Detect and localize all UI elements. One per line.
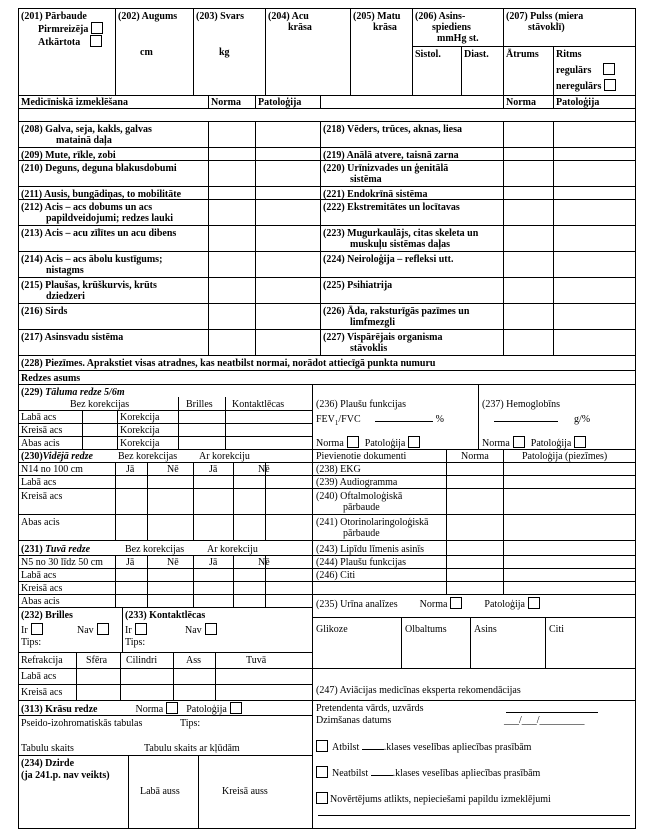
distance-vision-name: Tāluma redze 5/6m — [45, 387, 125, 398]
hemoglobin-title: (237) Hemoglobīns — [482, 399, 561, 410]
color-path-option[interactable] — [186, 704, 242, 715]
hair-color-label: (205) Matu — [353, 11, 401, 22]
pathology-column-header-right: Patoloģija — [556, 97, 600, 108]
exam-item-222: (222) Ekstremitātes un locītavas — [323, 202, 460, 213]
height-label: (202) Augums — [118, 11, 178, 22]
repeat-exam-checkbox[interactable] — [90, 35, 102, 47]
distance-correction-2: Korekcija — [120, 425, 160, 436]
exam-item-223-cont: muskuļu sistēmas daļas — [350, 239, 451, 250]
first-exam-label: Pirmreizēja — [38, 24, 89, 35]
urine-norm-label: Norma — [419, 599, 448, 610]
exam-item-208: (208) Galva, seja, kakls, galvas — [21, 124, 152, 135]
refraction-header: Refrakcija — [21, 655, 63, 666]
recommend-title: (247) Aviācijas medicīnas eksperta rekomendācijas — [316, 685, 521, 696]
option-fit-checkbox[interactable] — [316, 740, 328, 752]
docs-path-header: Patoloģija (piezīmes) — [522, 451, 608, 462]
weight-label: (203) Svars — [196, 11, 245, 22]
fev-pct: % — [435, 414, 444, 425]
mid-no-correction: Bez korekcijas — [118, 451, 178, 462]
option-fit-class-field[interactable] — [362, 740, 384, 750]
hemoglobin-unit: g/% — [574, 414, 591, 425]
lung-norm-label: Norma — [316, 438, 344, 449]
exam-item-210: (210) Deguns, deguna blakusdobumi — [21, 163, 177, 174]
near-vision-num: (231) — [21, 544, 43, 555]
refraction-left-eye: Kreisā acs — [21, 687, 63, 698]
sphere-header: Sfēra — [86, 655, 108, 666]
urine-protein: Olbaltums — [405, 624, 447, 635]
exam-item-219: (219) Anālā atvere, taisnā zarna — [323, 150, 459, 161]
blood-pressure-unit: mmHg st. — [437, 33, 479, 44]
option-fit-label-b: .klases veselības apliecības prasībām — [383, 742, 532, 753]
height-unit: cm — [140, 47, 153, 58]
hb-path-option[interactable] — [531, 438, 587, 449]
color-norm-checkbox[interactable] — [166, 702, 178, 714]
refraction-right-eye: Labā acs — [21, 671, 57, 682]
distance-right-eye: Labā acs — [21, 412, 57, 423]
fev-label: FEV — [316, 414, 335, 425]
glasses-no-checkbox[interactable] — [97, 623, 109, 635]
exam-column-header: Medicīniskā izmeklēšana — [21, 97, 128, 108]
doc-ophthalmology: (240) Oftalmoloģiskā — [316, 491, 403, 502]
option-unfit-label-a: Neatbilst — [332, 768, 371, 779]
irregular-rhythm-label: neregulārs — [556, 81, 602, 92]
repeat-exam-label: Atkārtota — [38, 37, 81, 48]
lenses-no-checkbox[interactable] — [205, 623, 217, 635]
exam-item-227-cont: stāvoklis — [350, 343, 388, 354]
exam-item-214-cont: nistagms — [46, 265, 84, 276]
tables-errors-label: Tabulu skaits ar kļūdām — [144, 743, 240, 754]
cylinder-header: Cilindri — [126, 655, 158, 666]
glasses-type-label: Tips: — [21, 637, 42, 648]
near-subtitle: N5 no 30 līdz 50 cm — [21, 557, 103, 568]
urine-path-label: Patoloģija — [484, 599, 525, 610]
doc-audiogram: (239) Audiogramma — [316, 477, 398, 488]
distance-both-eyes: Abas acis — [21, 438, 60, 449]
option-unfit[interactable] — [316, 766, 540, 779]
applicant-name-field[interactable] — [506, 703, 598, 713]
glasses-yes-option[interactable] — [21, 623, 43, 636]
doc-ent: (241) Otorinolaringoloģiskā — [316, 517, 429, 528]
near-vision-title — [21, 544, 90, 555]
doc-lung: (244) Plaušu funkcijas — [316, 557, 406, 568]
distance-glasses: Brilles — [186, 399, 213, 410]
irregular-rhythm-checkbox[interactable] — [604, 79, 616, 91]
dob-field[interactable]: ___/___/_________ — [504, 715, 585, 726]
eye-color-label: (204) Acu — [268, 11, 309, 22]
option-deferred-label: Novērtējums atlikts, nepieciešami papildu izmeklējumi — [330, 794, 551, 805]
axis-header: Ass — [186, 655, 202, 666]
mid-no-1: Nē — [167, 464, 179, 475]
hearing-right-ear: Labā auss — [140, 786, 180, 797]
lenses-yes-checkbox[interactable] — [135, 623, 147, 635]
option-fit[interactable] — [316, 740, 531, 753]
urine-row — [316, 597, 540, 610]
hair-color-label-2: krāsa — [373, 22, 397, 33]
applicant-name-label: Pretendenta vārds, uzvārds — [316, 703, 424, 714]
option-unfit-class-field[interactable] — [371, 766, 393, 776]
regular-rhythm-label: regulārs — [556, 65, 592, 76]
hb-result-row — [482, 436, 586, 449]
pulse-label-2: stāvoklī) — [528, 22, 565, 33]
exam-item-215-cont: dziedzeri — [46, 291, 85, 302]
norm-column-header: Norma — [211, 97, 241, 108]
mid-subtitle: N14 no 100 cm — [21, 464, 83, 475]
doc-other: (246) Citi — [316, 570, 356, 581]
hearing-title: (234) Dzirde — [21, 758, 75, 769]
exam-item-217: (217) Asinsvadu sistēma — [21, 332, 124, 343]
option-unfit-label-b: .klases veselības apliecības prasībām — [392, 768, 541, 779]
urine-blood: Asins — [474, 624, 497, 635]
mid-vision-title — [21, 451, 93, 462]
lenses-no-option[interactable] — [185, 623, 217, 636]
exam-item-212-cont: papildveidojumi; redzes lauki — [46, 213, 174, 224]
urine-norm-option[interactable] — [420, 599, 463, 610]
near-no-correction: Bez korekcijas — [125, 544, 185, 555]
color-norm-label: Norma — [135, 704, 164, 715]
exam-item-211: (211) Ausis, bungādiņas, to mobilitāte — [21, 189, 182, 200]
deferred-notes-field[interactable] — [318, 806, 630, 816]
hearing-left-ear: Kreisā auss — [222, 786, 268, 797]
near-no-1: Nē — [167, 557, 179, 568]
mid-no-2: Nē — [258, 464, 270, 475]
color-norm-option[interactable] — [135, 704, 178, 715]
urine-path-checkbox[interactable] — [528, 597, 540, 609]
near-both-eyes: Abas acis — [21, 596, 60, 607]
systolic-label: Sistol. — [415, 49, 441, 60]
near-with-correction: Ar korekciju — [207, 544, 258, 555]
regular-rhythm-option[interactable] — [556, 63, 615, 76]
near-no-2: Nē — [258, 557, 270, 568]
pseudo-tables-label: Pseido-izohromatiskās tabulas — [21, 718, 143, 729]
hb-norm-option[interactable] — [482, 438, 525, 449]
distance-left-eye: Kreisā acs — [21, 425, 63, 436]
hb-path-checkbox[interactable] — [574, 436, 586, 448]
mid-yes-1: Jā — [126, 464, 135, 475]
hemoglobin-value-field[interactable] — [494, 412, 558, 422]
irregular-rhythm-option[interactable] — [556, 79, 616, 92]
first-exam-checkbox[interactable] — [91, 22, 103, 34]
distance-vision-title — [21, 387, 125, 398]
fev-sub: 1 — [334, 419, 339, 427]
fev-rest: /FVC — [338, 414, 361, 425]
weight-unit: kg — [219, 47, 230, 58]
exam-item-218: (218) Vēders, trūces, aknas, liesa — [323, 124, 462, 135]
docs-norm-header: Norma — [461, 451, 489, 462]
mid-left-eye: Kreisā acs — [21, 491, 63, 502]
contact-lenses-title: (233) Kontaktlēcas — [125, 610, 206, 621]
exam-item-208-cont: matainā daļa — [56, 135, 112, 146]
doc-ekg: (238) EKG — [316, 464, 361, 475]
color-path-label: Patoloģija — [186, 704, 227, 715]
mid-with-correction: Ar korekciju — [199, 451, 250, 462]
distance-lenses: Kontaktlēcas — [232, 399, 285, 410]
lung-path-checkbox[interactable] — [408, 436, 420, 448]
tables-count-label: Tabulu skaits — [21, 743, 74, 754]
mid-right-eye: Labā acs — [21, 477, 57, 488]
blood-pressure-label-2: spiediens — [432, 22, 471, 33]
exam-item-223: (223) Mugurkaulājs, citas skeleta un — [323, 228, 479, 239]
exam-item-224: (224) Neiroloģija – refleksi utt. — [323, 254, 454, 265]
color-path-checkbox[interactable] — [230, 702, 242, 714]
lenses-yes-option[interactable] — [125, 623, 147, 636]
distance-no-correction: Bez korekcijas — [70, 399, 130, 410]
mid-vision-name: Vidējā redze — [42, 451, 93, 462]
glasses-yes-label: Ir — [21, 625, 28, 636]
near-header: Tuvā — [246, 655, 267, 666]
distance-vision-num: (229) — [21, 387, 43, 398]
first-exam-option[interactable] — [38, 22, 103, 35]
color-vision-title: (313) Krāsu redze — [21, 704, 98, 715]
pulse-rate-label: Ātrums — [506, 49, 539, 60]
near-vision-name: Tuvā redze — [45, 544, 91, 555]
lung-path-label: Patoloģija — [364, 438, 406, 449]
dob-label: Dzimšanas datums — [316, 715, 392, 726]
eye-color-label-2: krāsa — [288, 22, 312, 33]
mid-both-eyes: Abas acis — [21, 517, 60, 528]
rhythm-label: Ritms — [556, 49, 582, 60]
lung-norm-option[interactable] — [316, 438, 359, 449]
lenses-yes-label: Ir — [125, 625, 132, 636]
mid-yes-2: Jā — [209, 464, 218, 475]
near-yes-2: Jā — [209, 557, 218, 568]
exam-item-215: (215) Plaušas, krūškurvis, krūts — [21, 280, 157, 291]
hb-norm-checkbox[interactable] — [513, 436, 525, 448]
urine-path-option[interactable] — [484, 599, 540, 610]
lung-function-title: (236) Plaušu funkcijas — [316, 399, 406, 410]
glasses-no-option[interactable] — [77, 623, 109, 636]
distance-correction-1: Korekcija — [120, 412, 160, 423]
lung-path-option[interactable] — [365, 438, 421, 449]
distance-correction-3: Korekcija — [120, 438, 160, 449]
exam-item-226-cont: limfmezgli — [350, 317, 395, 328]
option-deferred-checkbox[interactable] — [316, 792, 328, 804]
exam-item-209: (209) Mute, rīkle, zobi — [21, 150, 116, 161]
exam-item-216: (216) Sirds — [21, 306, 68, 317]
fev-fvc-row — [316, 412, 444, 429]
urine-norm-checkbox[interactable] — [450, 597, 462, 609]
repeat-exam-option[interactable] — [38, 35, 102, 48]
lung-norm-checkbox[interactable] — [347, 436, 359, 448]
docs-column-header: Pievienotie dokumenti — [316, 451, 407, 462]
exam-item-226: (226) Āda, raksturīgās pazīmes un — [323, 306, 470, 317]
glasses-no-label: Nav — [77, 625, 94, 636]
glasses-yes-checkbox[interactable] — [31, 623, 43, 635]
option-fit-label-a: Atbilst — [332, 742, 362, 753]
norm-column-header-right: Norma — [506, 97, 536, 108]
pathology-column-header: Patoloģija — [258, 97, 302, 108]
exam-item-214: (214) Acis – acs ābolu kustīgums; — [21, 254, 163, 265]
hearing-subtitle: (ja 241.p. nav veikts) — [21, 770, 110, 781]
lenses-no-label: Nav — [185, 625, 202, 636]
doc-ophthalmology-cont: pārbaude — [343, 502, 380, 513]
diastolic-label: Diast. — [464, 49, 489, 60]
near-yes-1: Jā — [126, 557, 135, 568]
exam-label: (201) Pārbaude — [21, 11, 87, 22]
fev-value-field[interactable] — [375, 412, 433, 422]
hb-path-label: Patoloģija — [530, 438, 572, 449]
regular-rhythm-checkbox[interactable] — [603, 63, 615, 75]
exam-item-220: (220) Urīnizvades un ģenitālā — [323, 163, 449, 174]
doc-ent-cont: pārbaude — [343, 528, 380, 539]
exam-item-221: (221) Endokrīnā sistēma — [323, 189, 428, 200]
urine-title: (235) Urīna analīzes — [316, 599, 398, 610]
hemoglobin-value-row — [494, 412, 590, 425]
exam-item-227: (227) Vispārējais organisma — [323, 332, 443, 343]
lenses-type-label: Tips: — [125, 637, 146, 648]
exam-item-220-cont: sistēma — [350, 174, 382, 185]
urine-other: Citi — [549, 624, 565, 635]
exam-item-225: (225) Psihiatrija — [323, 280, 393, 291]
blood-pressure-label: (206) Asins- — [415, 11, 466, 22]
option-unfit-checkbox[interactable] — [316, 766, 328, 778]
option-deferred[interactable] — [316, 792, 551, 805]
glasses-title: (232) Brilles — [21, 610, 73, 621]
urine-glucose: Glikoze — [316, 624, 348, 635]
near-right-eye: Labā acs — [21, 570, 57, 581]
notes-label: (228) Piezīmes. Aprakstiet visas atradnes, kas neatbilst normai, norādot attiecīgā punkta numuru — [21, 358, 436, 369]
vision-title: Redzes asums — [21, 373, 81, 384]
lung-result-row — [316, 436, 420, 449]
pulse-label: (207) Pulss (miera — [506, 11, 584, 22]
exam-item-212: (212) Acis – acs dobums un acs — [21, 202, 153, 213]
hb-norm-label: Norma — [482, 438, 510, 449]
color-vision-row — [21, 702, 242, 715]
pseudo-type-label: Tips: — [180, 718, 201, 729]
mid-vision-num: (230) — [21, 451, 43, 462]
doc-lipids: (243) Lipīdu līmenis asinīs — [316, 544, 425, 555]
near-left-eye: Kreisā acs — [21, 583, 63, 594]
exam-item-213: (213) Acis – acu zīlītes un acu dibens — [21, 228, 177, 239]
